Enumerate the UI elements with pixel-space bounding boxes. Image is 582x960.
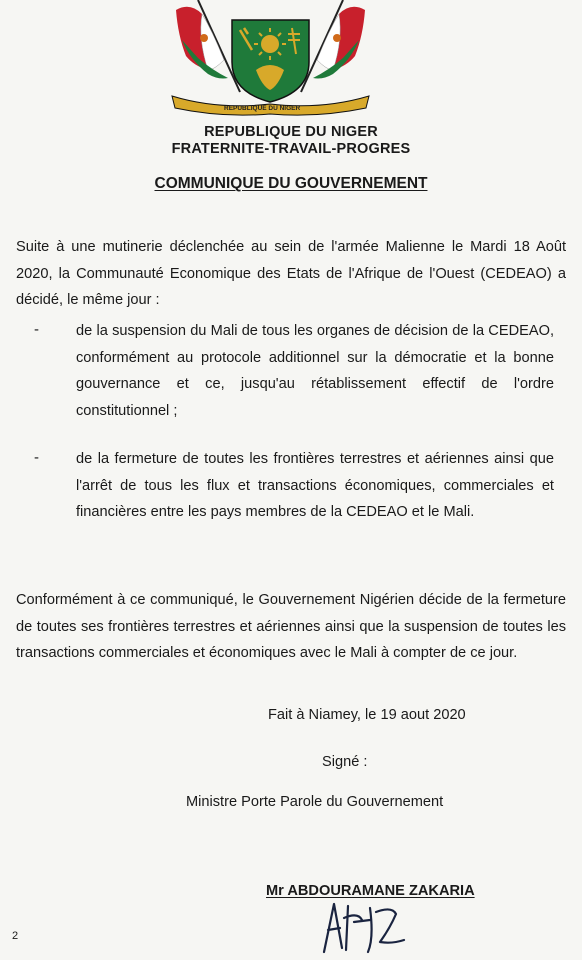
country-name: REPUBLIQUE DU NIGER [204, 124, 378, 140]
bullet-item: de la fermeture de toutes les frontières terrestres et aériennes ainsi que l'arrêt de tous les flux et transactions économiques, commerciales et financières entre les pays membres de la CEDEAO et le Mali. [76, 451, 554, 520]
national-motto: FRATERNITE-TRAVAIL-PROGRES [171, 141, 411, 157]
signed-label: Signé : [322, 754, 368, 770]
intro-paragraph: Suite à une mutinerie déclenchée au sein de l'armée Malienne le Mardi 18 Août 2020, la Communauté Economique des Etats de l'Afrique de l'Ouest (CEDEAO) a décidé, le même jour : [16, 239, 566, 308]
bullet-marker: - [34, 449, 39, 466]
document-title: COMMUNIQUE DU GOUVERNEMENT [154, 175, 428, 192]
minister-title: Ministre Porte Parole du Gouvernement [186, 794, 444, 810]
niger-coat-of-arms-icon [168, 0, 373, 118]
emblem-motto-text: REPUBLIQUE DU NIGER [224, 105, 301, 112]
handwritten-signature-icon [318, 898, 408, 956]
flag-right-icon [301, 0, 365, 92]
flag-left-icon [176, 0, 240, 92]
decision-paragraph: Conformément à ce communiqué, le Gouvernement Nigérien décide de la fermeture de toutes ses frontières terrestres et aériennes ainsi que la suspension de toutes les transactions commerciales et économiques avec le Mali à compter de ce jour. [16, 592, 566, 661]
place-date: Fait à Niamey, le 19 aout 2020 [268, 707, 466, 723]
shield-icon [232, 20, 309, 102]
page-number: 2 [12, 930, 19, 942]
bullet-marker: - [34, 321, 39, 338]
signer-name: Mr ABDOURAMANE ZAKARIA [266, 883, 475, 899]
bullet-item: de la suspension du Mali de tous les organes de décision de la CEDEAO, conformément au protocole additionnel sur la démocratie et la bonne gouvernance et ce, jusqu'au rétablissement effectif de l'ordre constitutionnel ; [76, 323, 554, 419]
